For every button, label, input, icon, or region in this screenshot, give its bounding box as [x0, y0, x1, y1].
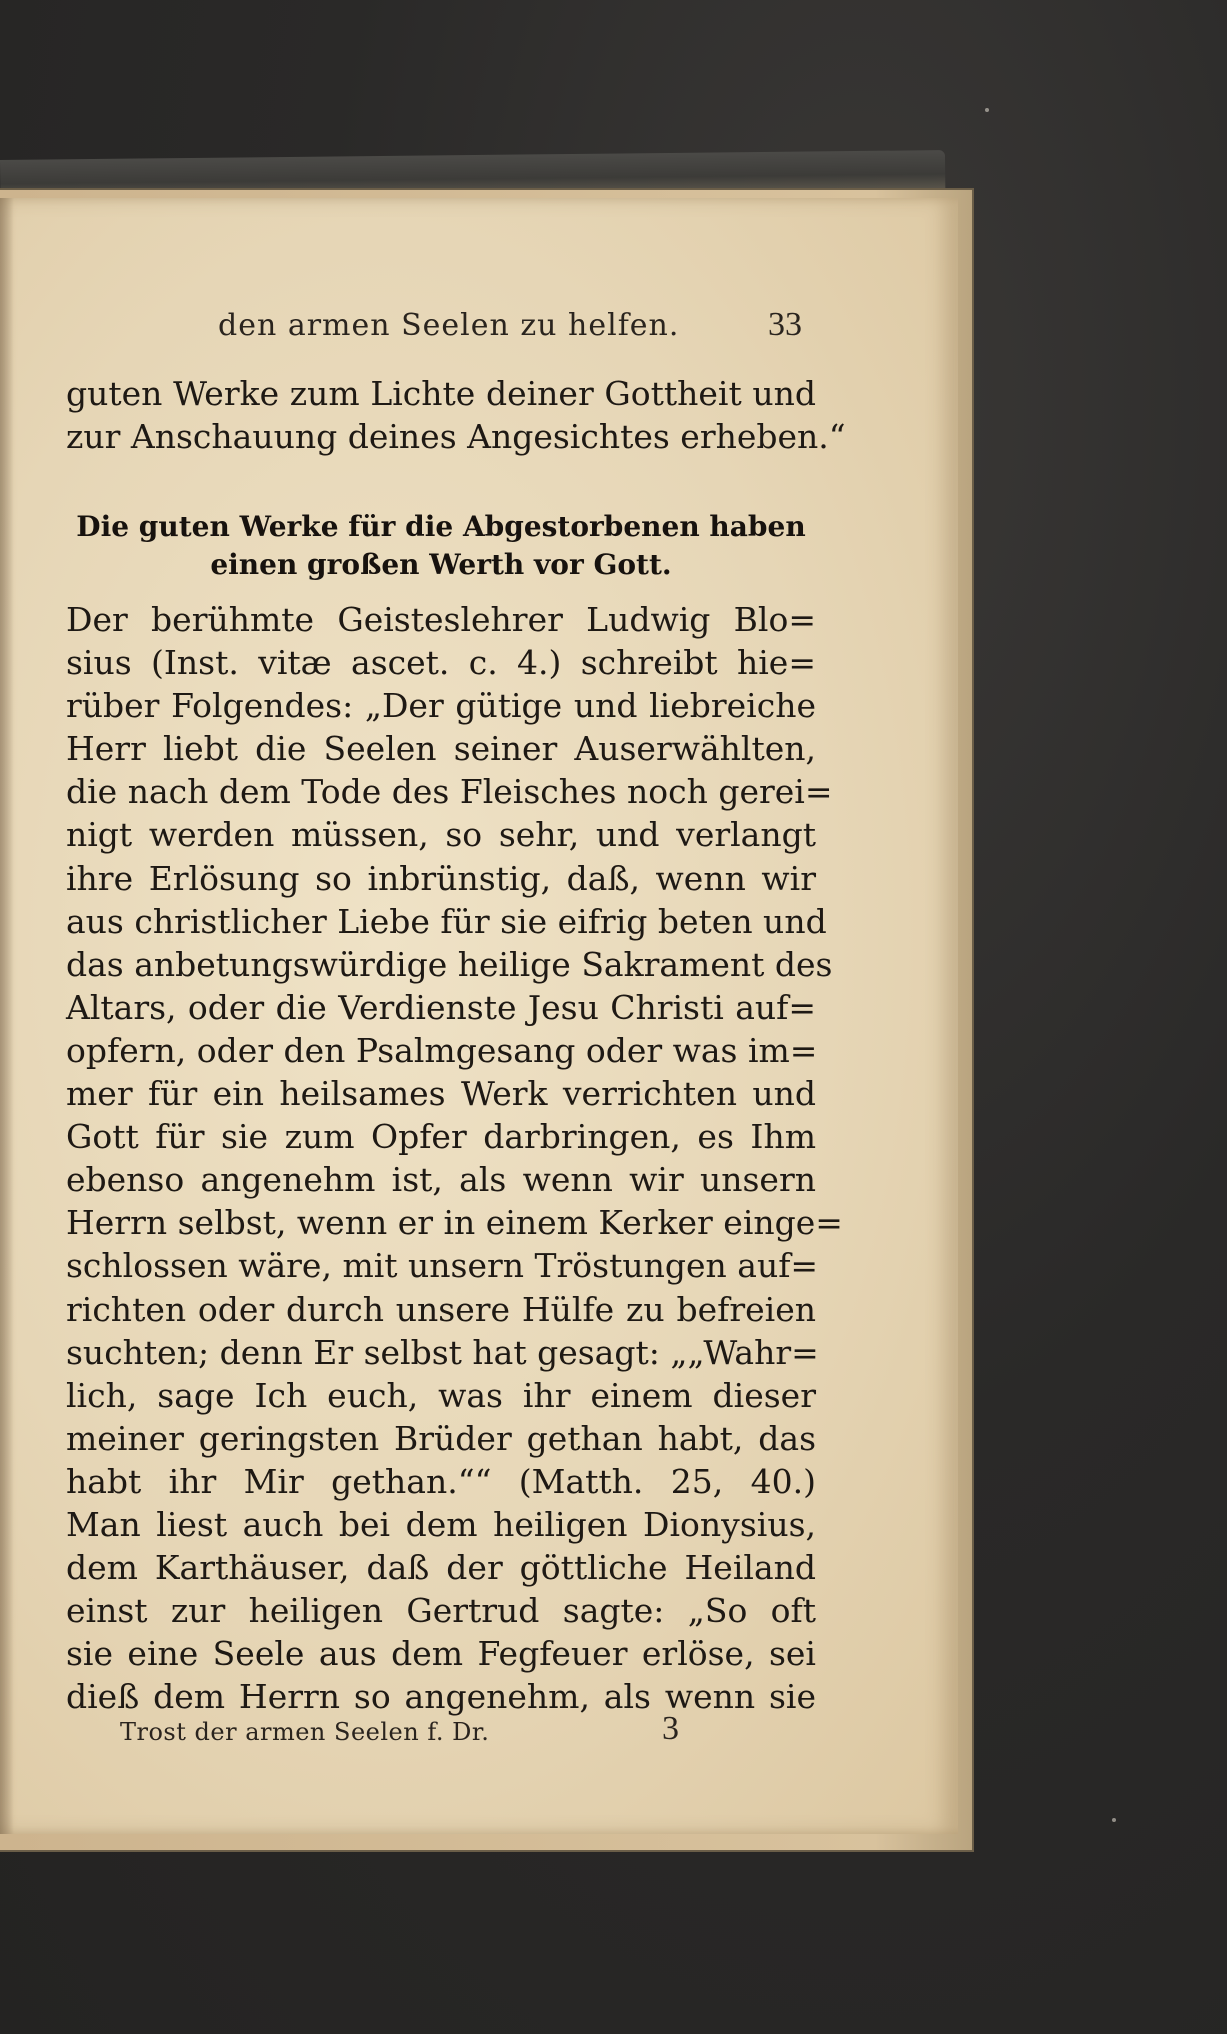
text-line: schlossen wäre, mit unsern Tröstungen auf=: [66, 1246, 819, 1286]
text-line: Altars, oder die Verdienste Jesu Christi auf=: [66, 987, 816, 1027]
body-paragraph: [66, 598, 843, 1718]
text-line: aus christlicher Liebe für sie eifrig beten und: [66, 901, 827, 941]
text-line: guten Werke zum Lichte deiner Gottheit und: [66, 374, 816, 413]
text-line: sius (Inst. vitæ ascet. c. 4.) schreibt hie=: [66, 643, 816, 683]
text-line: Gott für sie zum Opfer darbringen, es Ihm: [66, 1117, 816, 1157]
text-line: habt ihr Mir gethan.““ (Matth. 25, 40.): [66, 1461, 816, 1501]
opening-paragraph: [66, 372, 846, 458]
text-line: zur Anschauung deines Angesichtes erheben.“: [66, 417, 846, 456]
text-line: einst zur heiligen Gertrud sagte: „So oft: [66, 1591, 816, 1631]
running-head: den armen Seelen zu helfen.: [218, 308, 680, 343]
text-line: Herrn selbst, wenn er in einem Kerker einge=: [66, 1203, 843, 1243]
text-line: opfern, oder den Psalmgesang oder was im=: [66, 1030, 818, 1070]
text-line: sie eine Seele aus dem Fegfeuer erlöse, sei: [66, 1634, 816, 1674]
page-number: 33: [768, 306, 802, 343]
section-heading: [66, 508, 816, 584]
text-line: lich, sage Ich euch, was ihr einem dieser: [66, 1375, 816, 1415]
text-line: das anbetungswürdige heilige Sakrament des: [66, 944, 833, 984]
text-line: rüber Folgendes: „Der gütige und liebreiche: [66, 686, 816, 726]
text-line: richten oder durch unsere Hülfe zu befreien: [66, 1289, 816, 1329]
heading-line: Die guten Werke für die Abgestorbenen haben: [76, 510, 806, 543]
text-line: die nach dem Tode des Fleisches noch gerei=: [66, 772, 833, 812]
text-line: Herr liebt die Seelen seiner Auserwählten,: [66, 729, 816, 769]
signature-mark: 3: [662, 1710, 679, 1747]
text-line: dem Karthäuser, daß der göttliche Heiland: [66, 1548, 816, 1588]
text-line: Man liest auch bei dem heiligen Dionysius,: [66, 1504, 816, 1544]
heading-line: einen großen Werth vor Gott.: [210, 548, 672, 581]
signature-line: Trost der armen Seelen f. Dr.: [120, 1718, 490, 1746]
text-line: mer für ein heilsames Werk verrichten und: [66, 1074, 816, 1114]
text-line: Der berühmte Geisteslehrer Ludwig Blo=: [66, 600, 816, 639]
dust-speck: [1112, 1818, 1116, 1822]
text-line: ihre Erlösung so inbrünstig, daß, wenn wir: [66, 858, 816, 898]
text-line: suchten; denn Er selbst hat gesagt: „„Wahr=: [66, 1332, 819, 1372]
text-line: nigt werden müssen, so sehr, und verlangt: [66, 815, 816, 855]
text-line: dieß dem Herrn so angenehm, als wenn sie: [66, 1677, 816, 1717]
dust-speck: [985, 108, 989, 112]
text-line: meiner geringsten Brüder gethan habt, das: [66, 1418, 816, 1458]
spine-shadow: [0, 198, 14, 1834]
text-line: ebenso angenehm ist, als wenn wir unsern: [66, 1160, 816, 1200]
